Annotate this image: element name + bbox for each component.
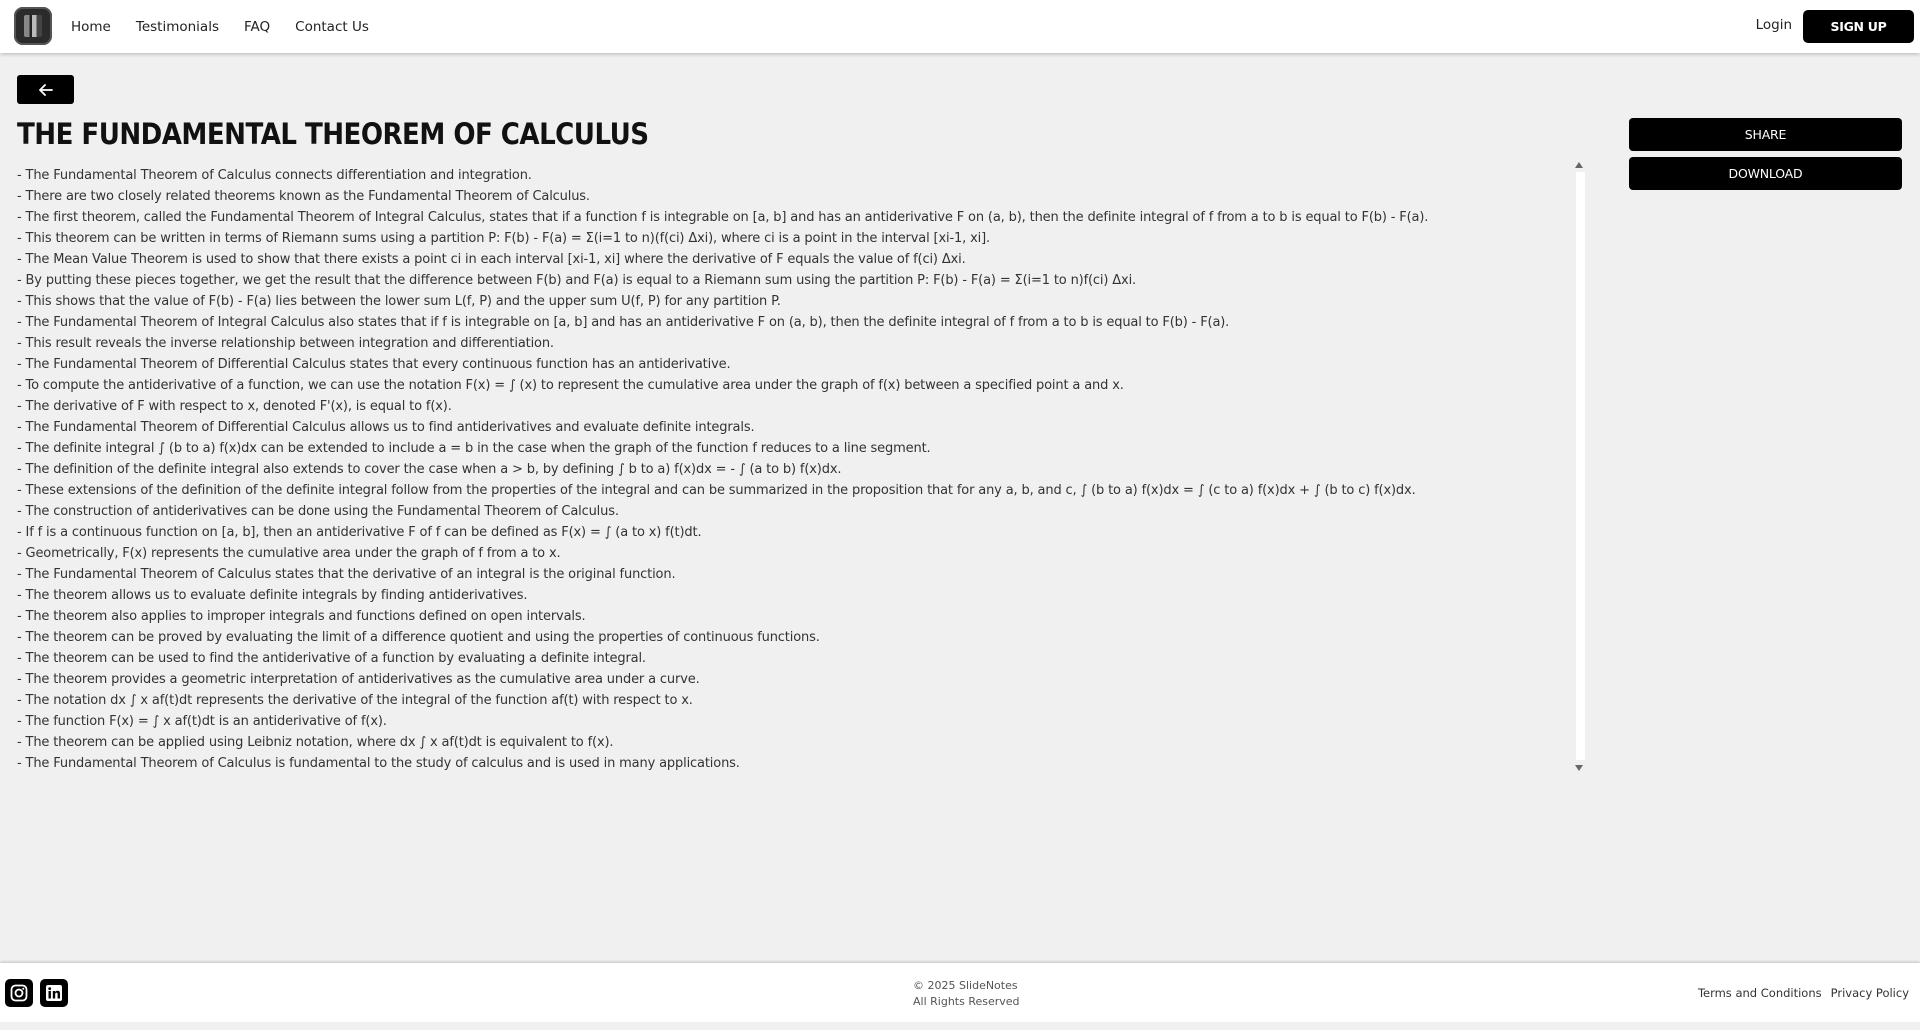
nav-faq-link[interactable]: FAQ [243,18,271,35]
note-line: - The theorem provides a geometric interpretation of antiderivatives as the cumulative area under a curve. [17,672,700,687]
signup-button[interactable]: SIGN UP [1803,10,1914,43]
instagram-link[interactable] [5,979,33,1007]
note-line: - The Fundamental Theorem of Differential Calculus allows us to find antiderivatives and evaluate definite integrals. [17,420,755,435]
triangle-up-icon [1575,162,1583,168]
share-button[interactable]: SHARE [1629,118,1902,151]
nav-contact-link[interactable]: Contact Us [295,18,369,35]
footer [0,963,1920,1022]
copyright-text: © 2025 SlideNotes [913,979,1018,992]
back-button[interactable] [17,75,74,104]
top-navbar [0,0,1920,53]
logo-mark [24,15,42,37]
note-line: - This theorem can be written in terms of Riemann sums using a partition P: F(b) - F(a) = Σ(i=1 to n)(f(ci) Δxi), where ci is a point in the interval [xi-1, xi]. [17,231,991,246]
note-line: - The Fundamental Theorem of Calculus states that the derivative of an integral is the original function. [17,567,676,582]
slidenotes-logo-icon[interactable] [14,7,52,45]
note-line: - The theorem can be used to find the antiderivative of a function by evaluating a definite integral. [17,651,646,666]
note-line: - These extensions of the definition of the definite integral follow from the properties of the integral and can be summarized in the proposition that for any a, b, and c, ∫ (b to a) f(x)dx = ∫ (c to a) f(x)dx + ∫ (b to c) f(x)dx. [17,483,1416,498]
note-line: - The theorem can be applied using Leibniz notation, where dx ∫ x af(t)dt is equivalent to f(x). [17,735,614,750]
note-line: - The definition of the definite integral also extends to cover the case when a > b, by defining ∫ b to a) f(x)dx = - ∫ (a to b) f(x)dx. [17,462,842,477]
note-line: - The theorem allows us to evaluate definite integrals by finding antiderivatives. [17,588,528,603]
note-line: - This shows that the value of F(b) - F(a) lies between the lower sum L(f, P) and the upper sum U(f, P) for any partition P. [17,294,781,309]
note-line: - The theorem also applies to improper integrals and functions defined on open intervals. [17,609,586,624]
note-line: - The Fundamental Theorem of Differential Calculus states that every continuous function has an antiderivative. [17,357,731,372]
triangle-down-icon [1575,765,1583,771]
nav-testimonials-link[interactable]: Testimonials [135,18,219,35]
note-line: - The theorem can be proved by evaluating the limit of a difference quotient and using the properties of continuous functions. [17,630,820,645]
note-line: - The Fundamental Theorem of Calculus connects differentiation and integration. [17,168,532,183]
copyright [913,978,1020,1010]
note-line: - The derivative of F with respect to x, denoted F'(x), is equal to f(x). [17,399,452,414]
scroll-down-arrow[interactable] [1573,763,1585,773]
scroll-up-arrow[interactable] [1573,160,1585,170]
note-line: - To compute the antiderivative of a function, we can use the notation F(x) = ∫ (x) to represent the cumulative area under the graph of f(x) between a specified point a and x. [17,378,1124,393]
download-button[interactable]: DOWNLOAD [1629,157,1902,190]
note-line: - The notation dx ∫ x af(t)dt represents the derivative of the integral of the function af(t) with respect to x. [17,693,693,708]
linkedin-link[interactable] [40,979,68,1007]
note-line: - The definite integral ∫ (b to a) f(x)dx can be extended to include a = b in the case when the graph of the function f reduces to a line segment. [17,441,931,456]
note-line: - The first theorem, called the Fundamental Theorem of Integral Calculus, states that if a function f is integrable on [a, b] and has an antiderivative F on (a, b), then the definite integral of f from a to b is equal to F(b) - F(a). [17,210,1429,225]
note-line: - The Fundamental Theorem of Integral Calculus also states that if f is integrable on [a, b] and has an antiderivative F on (a, b), then the definite integral of f from a to b is equal to F(b) - F(a). [17,315,1230,330]
note-line: - The Mean Value Theorem is used to show that there exists a point ci in each interval [xi-1, xi] where the derivative of F equals the value of f(ci) Δxi. [17,252,966,267]
terms-link[interactable]: Terms and Conditions [1697,986,1822,1000]
note-line: - This result reveals the inverse relationship between integration and differentiation. [17,336,554,351]
privacy-link[interactable]: Privacy Policy [1830,986,1909,1000]
note-line: - There are two closely related theorems known as the Fundamental Theorem of Calculus. [17,189,590,204]
nav-home-link[interactable]: Home [71,18,111,35]
page-bottom [0,1022,1920,1030]
login-link[interactable]: Login [1755,17,1792,33]
note-line: - By putting these pieces together, we get the result that the difference between F(b) and F(a) is equal to a Riemann sum using the partition P: F(b) - F(a) = Σ(i=1 to n)f(ci) Δxi. [17,273,1137,288]
note-line: - The Fundamental Theorem of Calculus is fundamental to the study of calculus and is used in many applications. [17,756,740,771]
instagram-icon [10,984,28,1002]
scrollbar-track[interactable] [1576,172,1585,760]
page-title: THE FUNDAMENTAL THEOREM OF CALCULUS [17,117,649,151]
rights-text: All Rights Reserved [913,995,1020,1008]
notes-content [17,165,1577,775]
arrow-left-icon [39,84,53,96]
nav-links [71,0,394,53]
note-line: - Geometrically, F(x) represents the cumulative area under the graph of f from a to x. [17,546,561,561]
note-line: - The construction of antiderivatives can be done using the Fundamental Theorem of Calculus. [17,504,619,519]
linkedin-icon [45,984,63,1002]
note-line: - The function F(x) = ∫ x af(t)dt is an antiderivative of f(x). [17,714,387,729]
note-line: - If f is a continuous function on [a, b], then an antiderivative F of f can be defined as F(x) = ∫ (a to x) f(t)dt. [17,525,702,540]
footer-links [1698,986,1909,1000]
